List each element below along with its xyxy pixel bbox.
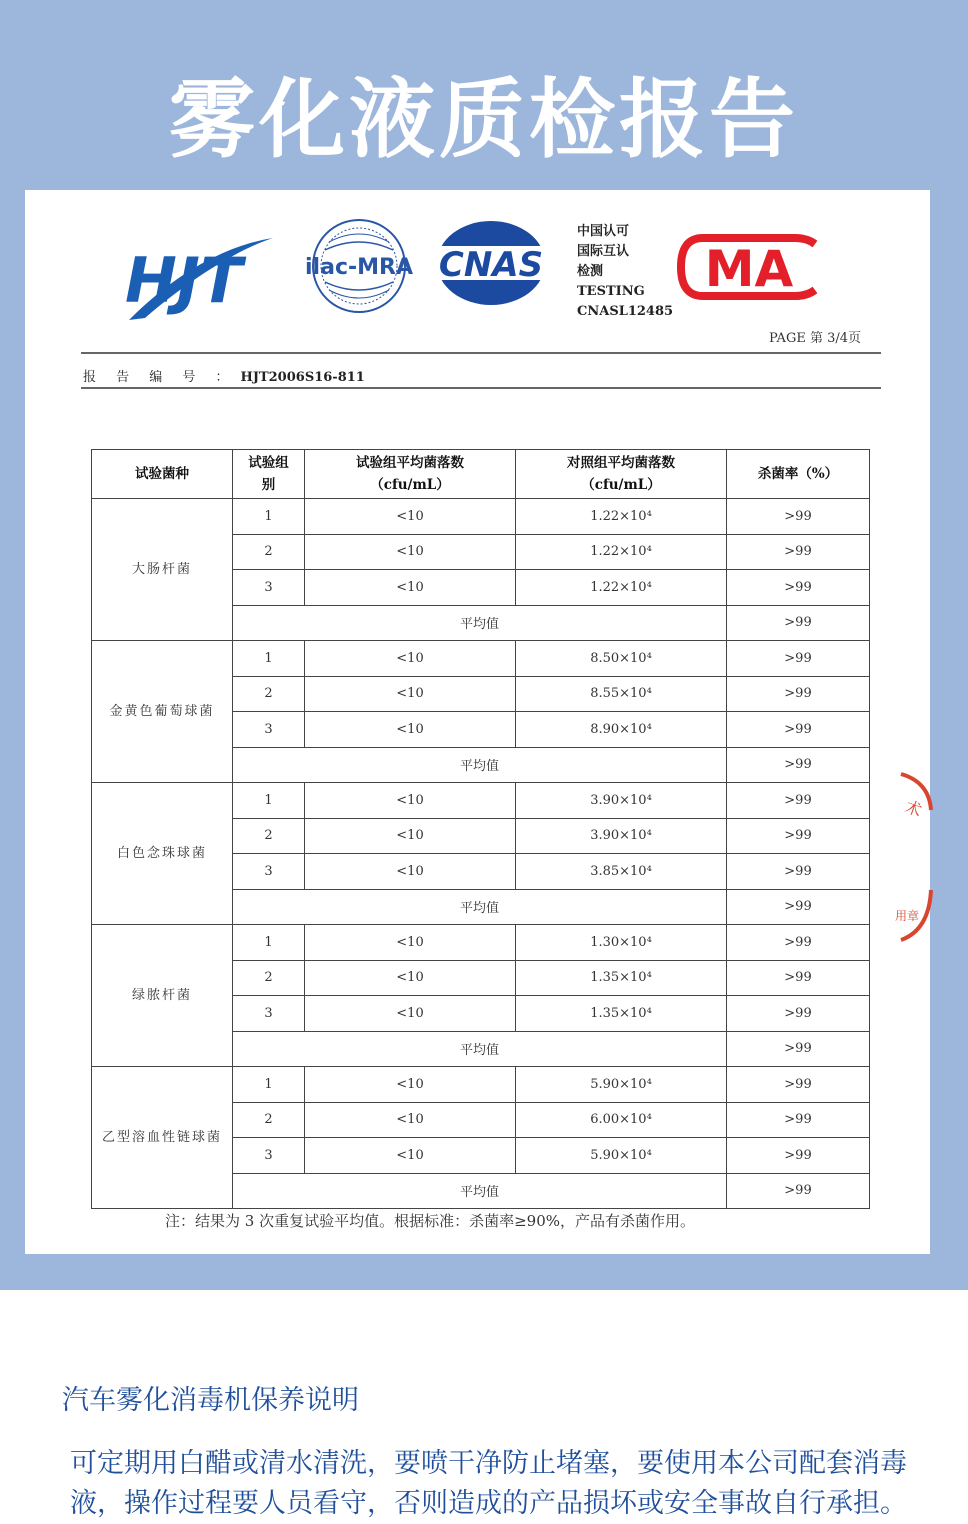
- control-cell: 1.35×10⁴: [516, 960, 727, 996]
- table-row: [92, 1067, 870, 1103]
- species-cell: 绿脓杆菌: [92, 925, 233, 1067]
- control-cell: 3.90×10⁴: [516, 783, 727, 819]
- hjt-logo: [121, 228, 281, 326]
- cnas-line: CNASL12485: [577, 304, 674, 319]
- stamp-char: 术: [902, 796, 925, 821]
- group-cell: 3: [233, 1138, 305, 1174]
- divider-top: [81, 352, 881, 354]
- group-cell: 1: [233, 641, 305, 677]
- table-row: [92, 925, 870, 961]
- test-cell: <10: [305, 1067, 516, 1103]
- control-cell: 1.22×10⁴: [516, 570, 727, 606]
- control-cell: 1.30×10⁴: [516, 925, 727, 961]
- page-number: PAGE 第 3/4页: [769, 331, 862, 346]
- control-cell: 8.55×10⁴: [516, 676, 727, 712]
- header-species: 试验菌种: [92, 450, 233, 499]
- average-value: >99: [727, 1173, 870, 1209]
- test-cell: <10: [305, 996, 516, 1032]
- test-cell: <10: [305, 534, 516, 570]
- table-row: [92, 641, 870, 677]
- header-control-avg: 对照组平均菌落数 （cfu/mL）: [516, 450, 727, 499]
- group-cell: 2: [233, 676, 305, 712]
- kill-cell: >99: [727, 783, 870, 819]
- stamp-fragment: [893, 770, 933, 945]
- average-value: >99: [727, 889, 870, 925]
- average-label: 平均值: [233, 747, 727, 783]
- header-group: 试验组 别: [233, 450, 305, 499]
- average-value: >99: [727, 605, 870, 641]
- control-cell: 1.35×10⁴: [516, 996, 727, 1032]
- group-cell: 2: [233, 818, 305, 854]
- ilac-logo-text: ilac-MRA: [305, 255, 413, 280]
- group-cell: 3: [233, 712, 305, 748]
- maintenance-title: 汽车雾化消毒机保养说明: [62, 1385, 359, 1416]
- kill-cell: >99: [727, 570, 870, 606]
- group-cell: 1: [233, 499, 305, 535]
- report-number-value: HJT2006S16-811: [240, 370, 365, 385]
- kill-cell: >99: [727, 818, 870, 854]
- species-cell: 金黄色葡萄球菌: [92, 641, 233, 783]
- cnas-line: 检测: [577, 264, 604, 279]
- cnas-logo: [433, 218, 549, 308]
- cnas-line: 国际互认: [577, 244, 630, 259]
- group-cell: 1: [233, 783, 305, 819]
- test-cell: <10: [305, 854, 516, 890]
- cnas-line: TESTING: [577, 284, 645, 299]
- divider-bottom: [81, 387, 881, 389]
- table-row: [92, 499, 870, 535]
- species-cell: 乙型溶血性链球菌: [92, 1067, 233, 1209]
- banner-title: 雾化液质检报告: [169, 70, 799, 170]
- test-cell: <10: [305, 1102, 516, 1138]
- cma-logo: [675, 234, 823, 300]
- table-header-row: [92, 450, 870, 499]
- group-cell: 3: [233, 570, 305, 606]
- average-label: 平均值: [233, 889, 727, 925]
- control-cell: 3.90×10⁴: [516, 818, 727, 854]
- test-cell: <10: [305, 712, 516, 748]
- group-cell: 2: [233, 1102, 305, 1138]
- stamp-char: 用章: [895, 909, 920, 923]
- test-cell: <10: [305, 1138, 516, 1174]
- group-cell: 3: [233, 996, 305, 1032]
- average-label: 平均值: [233, 1031, 727, 1067]
- cnas-logo-text: CNAS: [438, 245, 544, 285]
- kill-cell: >99: [727, 1138, 870, 1174]
- average-label: 平均值: [233, 1173, 727, 1209]
- cma-logo-text: MA: [704, 240, 794, 298]
- test-cell: <10: [305, 570, 516, 606]
- kill-cell: >99: [727, 534, 870, 570]
- control-cell: 1.22×10⁴: [516, 534, 727, 570]
- average-label: 平均值: [233, 605, 727, 641]
- control-cell: 5.90×10⁴: [516, 1138, 727, 1174]
- kill-cell: >99: [727, 712, 870, 748]
- control-cell: 5.90×10⁴: [516, 1067, 727, 1103]
- kill-cell: >99: [727, 676, 870, 712]
- kill-cell: >99: [727, 925, 870, 961]
- average-value: >99: [727, 747, 870, 783]
- group-cell: 3: [233, 854, 305, 890]
- species-cell: 白色念珠球菌: [92, 783, 233, 925]
- control-cell: 3.85×10⁴: [516, 854, 727, 890]
- kill-cell: >99: [727, 641, 870, 677]
- report-number-line: [83, 366, 365, 385]
- kill-cell: >99: [727, 854, 870, 890]
- cnas-line: 中国认可: [577, 224, 630, 239]
- cnas-accreditation-text: [577, 222, 677, 322]
- test-cell: <10: [305, 641, 516, 677]
- group-cell: 2: [233, 960, 305, 996]
- group-cell: 1: [233, 1067, 305, 1103]
- header-kill-rate: 杀菌率（%）: [727, 450, 870, 499]
- control-cell: 8.90×10⁴: [516, 712, 727, 748]
- table-note: 注：结果为 3 次重复试验平均值。根据标准：杀菌率≥90%，产品有杀菌作用。: [165, 1212, 695, 1230]
- test-cell: <10: [305, 818, 516, 854]
- ilac-mra-logo: [303, 216, 415, 316]
- group-cell: 2: [233, 534, 305, 570]
- group-cell: 1: [233, 925, 305, 961]
- control-cell: 8.50×10⁴: [516, 641, 727, 677]
- test-cell: <10: [305, 676, 516, 712]
- kill-cell: >99: [727, 1067, 870, 1103]
- test-result-table: [91, 449, 870, 1209]
- control-cell: 1.22×10⁴: [516, 499, 727, 535]
- kill-cell: >99: [727, 996, 870, 1032]
- test-cell: <10: [305, 783, 516, 819]
- report-number-label: 报 告 编 号 ：: [83, 370, 237, 385]
- kill-cell: >99: [727, 499, 870, 535]
- test-cell: <10: [305, 925, 516, 961]
- hjt-logo-text: HJT: [125, 244, 243, 317]
- header-test-avg: 试验组平均菌落数 （cfu/mL）: [305, 450, 516, 499]
- average-value: >99: [727, 1031, 870, 1067]
- report-document: [25, 190, 930, 1254]
- test-cell: <10: [305, 960, 516, 996]
- test-cell: <10: [305, 499, 516, 535]
- kill-cell: >99: [727, 1102, 870, 1138]
- kill-cell: >99: [727, 960, 870, 996]
- control-cell: 6.00×10⁴: [516, 1102, 727, 1138]
- species-cell: 大肠杆菌: [92, 499, 233, 641]
- maintenance-body: 可定期用白醋或清水清洗，要喷干净防止堵塞，要使用本公司配套消毒液，操作过程要人员看守，否则造成的产品损坏或安全事故自行承担。: [70, 1448, 907, 1519]
- table-row: [92, 783, 870, 819]
